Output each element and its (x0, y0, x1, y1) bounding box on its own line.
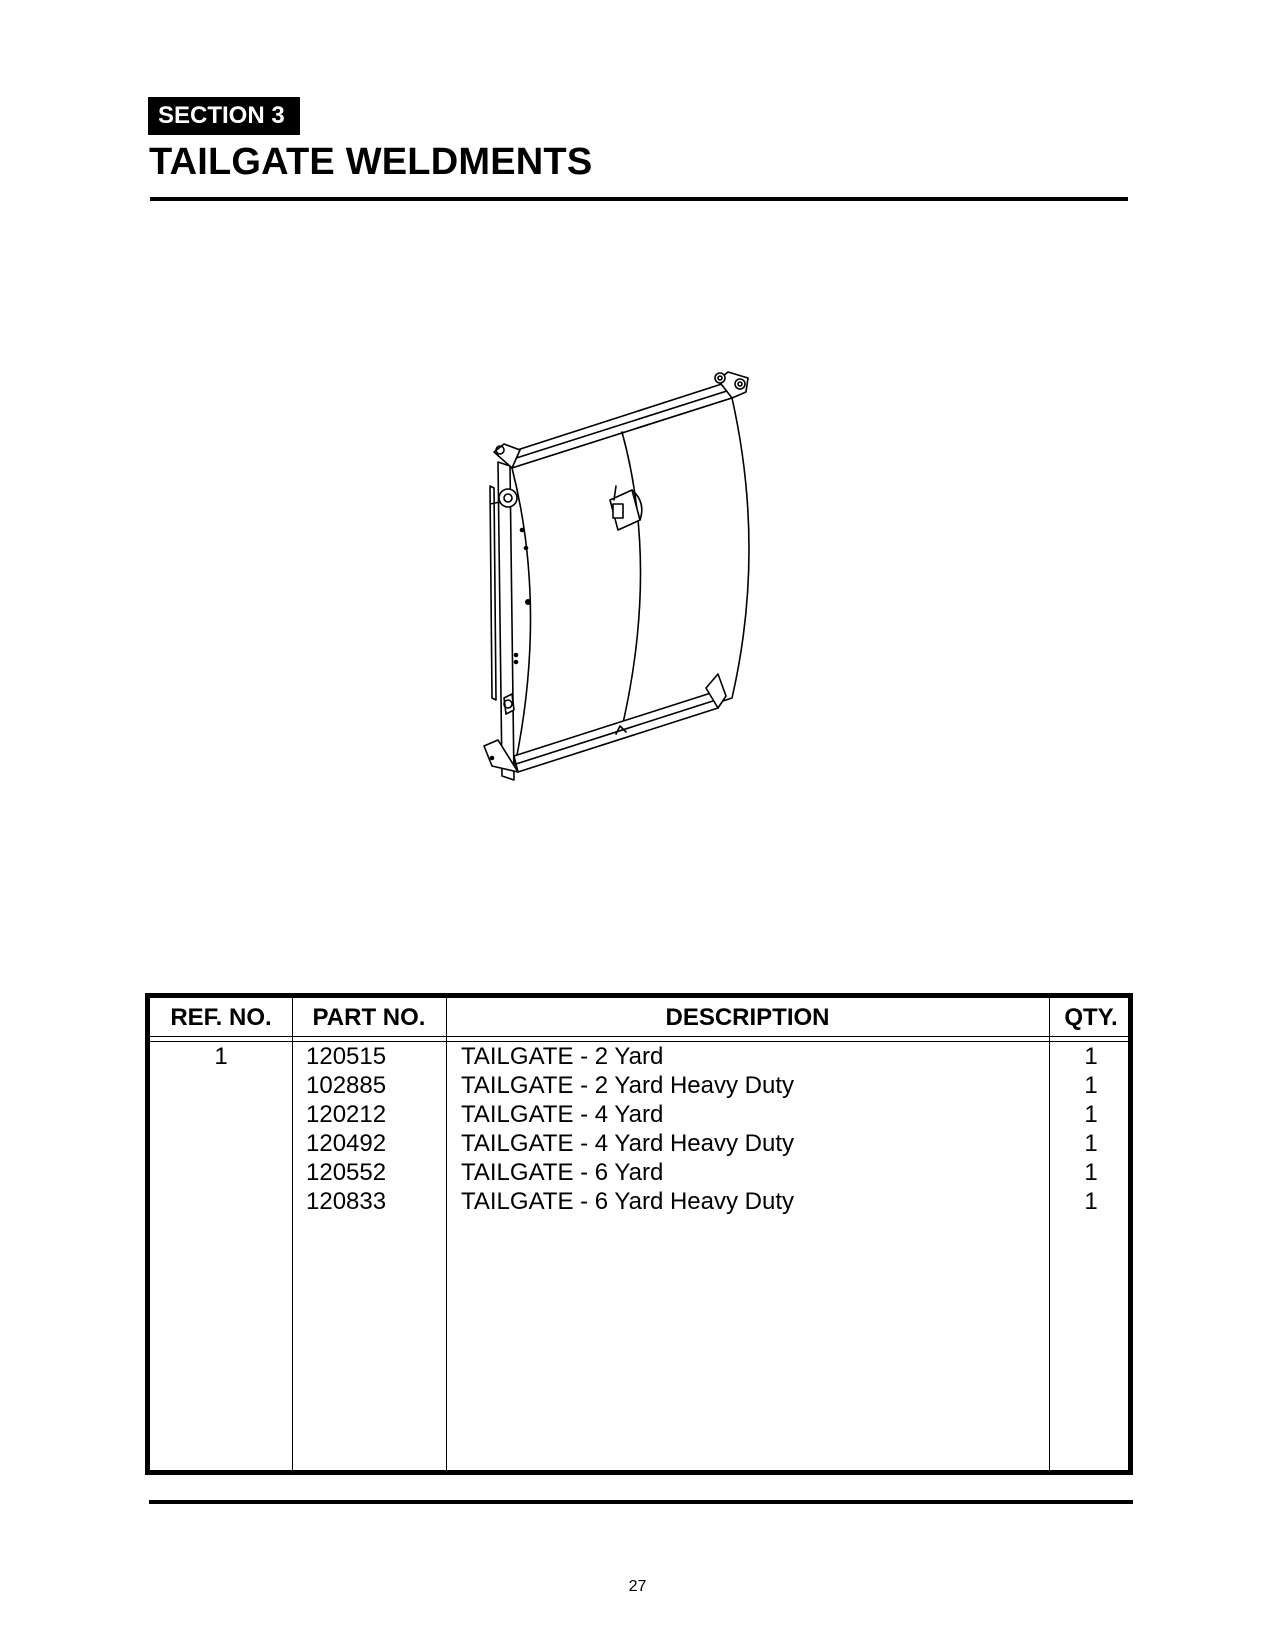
section-badge: SECTION 3 (148, 97, 300, 135)
description-cell: TAILGATE - 4 Yard (461, 1101, 664, 1128)
table-row (150, 1158, 1128, 1187)
header-qty: QTY. (1064, 1004, 1118, 1031)
part-no-cell: 102885 (306, 1072, 387, 1099)
description-cell: TAILGATE - 2 Yard Heavy Duty (461, 1072, 794, 1099)
ref-no-cell: 1 (214, 1043, 228, 1070)
header-part-no: PART NO. (312, 1004, 426, 1031)
qty-cell: 1 (1084, 1159, 1098, 1186)
part-no-cell: 120833 (306, 1188, 387, 1215)
table-header (150, 998, 1128, 1038)
header-divider (150, 1036, 1128, 1037)
table-body (150, 1042, 1128, 1216)
description-cell: TAILGATE - 2 Yard (461, 1043, 664, 1070)
qty-cell: 1 (1084, 1188, 1098, 1215)
header-ref-no: REF. NO. (170, 1004, 272, 1031)
header-description: DESCRIPTION (665, 1004, 830, 1031)
qty-cell: 1 (1084, 1043, 1098, 1070)
qty-cell: 1 (1084, 1130, 1098, 1157)
footer-divider (149, 1500, 1133, 1504)
table-row (150, 1071, 1128, 1100)
qty-cell: 1 (1084, 1101, 1098, 1128)
description-cell: TAILGATE - 4 Yard Heavy Duty (461, 1130, 794, 1157)
title-divider (150, 197, 1128, 201)
tailgate-weldment-drawing (470, 370, 770, 820)
table-row (150, 1187, 1128, 1216)
table-row (150, 1100, 1128, 1129)
part-no-cell: 120492 (306, 1130, 387, 1157)
part-no-cell: 120552 (306, 1159, 387, 1186)
page-number: 27 (628, 1578, 647, 1595)
part-no-cell: 120212 (306, 1101, 387, 1128)
description-cell: TAILGATE - 6 Yard Heavy Duty (461, 1188, 794, 1215)
part-no-cell: 120515 (306, 1043, 387, 1070)
parts-table (145, 993, 1133, 1475)
page-title: TAILGATE WELDMENTS (149, 141, 593, 183)
description-cell: TAILGATE - 6 Yard (461, 1159, 664, 1186)
table-row (150, 1129, 1128, 1158)
table-row (150, 1042, 1128, 1071)
qty-cell: 1 (1084, 1072, 1098, 1099)
